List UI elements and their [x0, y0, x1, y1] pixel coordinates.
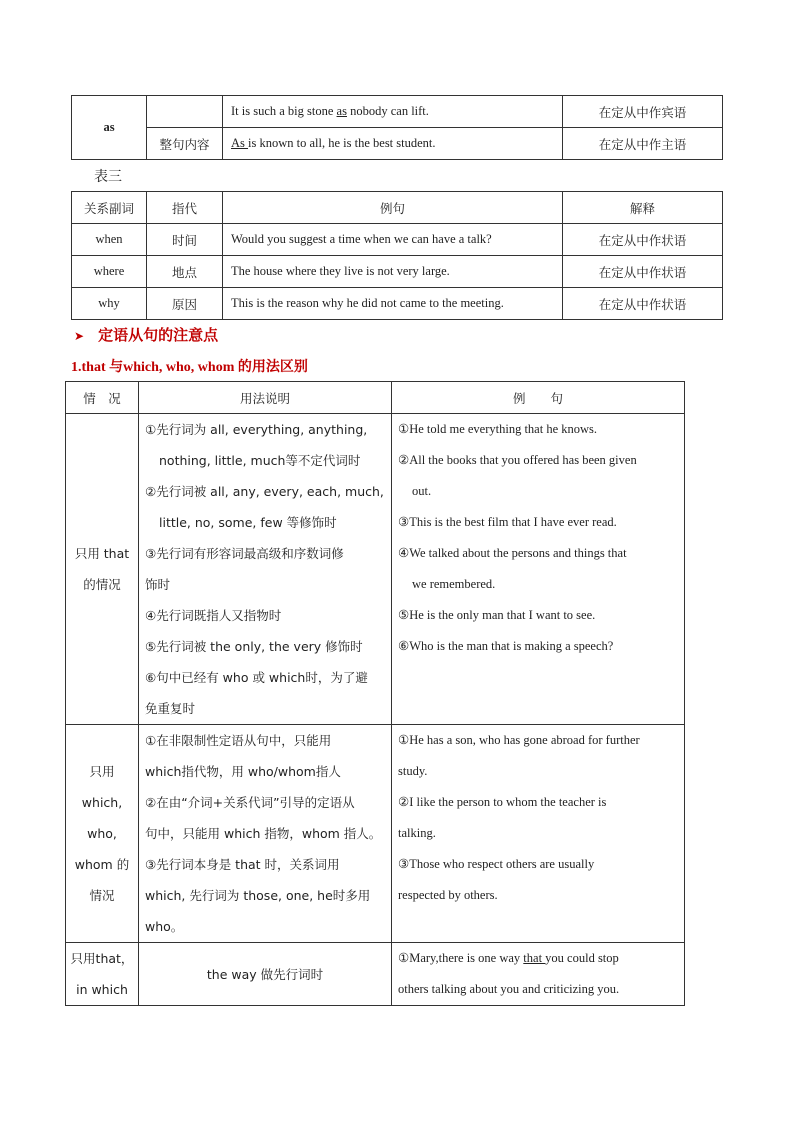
- table-row: [72, 96, 723, 128]
- example-cell: As is known to all, he is the best student.: [223, 128, 563, 160]
- relative-adverb-table: [71, 191, 723, 320]
- refers-cell: 时间: [147, 224, 223, 256]
- subsection-heading: 1.that 与which, who, whom 的用法区别: [71, 360, 308, 375]
- usage-cell: ①在非限制性定语从句中，只能用 which指代物，用 who/whom指人 ②在由“介词+关系代词”引导的定语从 句中，只能用 which 指物，whom 指人。 ③先行词本身是 that 时，关系词用 which, 先行词为 those, one, he时多用 who。: [139, 725, 392, 943]
- explain-cell: 在定从中作宾语: [563, 96, 723, 128]
- header-cell: 关系副词: [72, 192, 147, 224]
- header-cell: 解释: [563, 192, 723, 224]
- table-header-row: [72, 192, 723, 224]
- table-row: [66, 943, 685, 1006]
- refers-cell: 整句内容: [147, 128, 223, 160]
- table-caption: 表三: [94, 169, 122, 185]
- table-row: [72, 128, 723, 160]
- usage-comparison-table: [65, 381, 685, 1006]
- example-cell: This is the reason why he did not came to the meeting.: [223, 288, 563, 320]
- example-cell: The house where they live is not very large.: [223, 256, 563, 288]
- explain-cell: 在定从中作状语: [563, 288, 723, 320]
- case-cell: 只用 that 的情况: [66, 414, 139, 725]
- header-cell: 用法说明: [139, 382, 392, 414]
- blank-cell: [147, 96, 223, 128]
- usage-cell: ①先行词为 all, everything, anything, nothing, little, much等不定代词时 ②先行词被 all, any, every, each, much, little, no, some, few 等修饰时 ③先行词有形容词最高级和序数词修 饰时 ④先行词既指人又指物时 ⑤先行词被 the only, the very 修饰时 ⑥句中已经有 who 或 which时，为了避 免重复时: [139, 414, 392, 725]
- usage-cell: the way 做先行词时: [139, 943, 392, 1006]
- examples-cell: ①He has a son, who has gone abroad for further study. ②I like the person to whom the teacher is talking. ③Those who respect others are usually respected by others.: [392, 725, 685, 943]
- refers-cell: 原因: [147, 288, 223, 320]
- example-cell: It is such a big stone as nobody can lift.: [223, 96, 563, 128]
- section-heading: ➤ 定语从句的注意点: [74, 326, 219, 344]
- explain-cell: 在定从中作主语: [563, 128, 723, 160]
- table-row: [66, 414, 685, 725]
- table-row: [66, 725, 685, 943]
- case-cell: 只用that， in which: [66, 943, 139, 1006]
- header-cell: 例 句: [392, 382, 685, 414]
- examples-cell: ①Mary,there is one way that you could stop others talking about you and criticizing you.: [392, 943, 685, 1006]
- examples-cell: ①He told me everything that he knows. ②All the books that you offered has been given out. ③This is the best film that I have ever read. ④We talked about the persons and things that we remembered. ⑤He is the only man that I want to see. ⑥Who is the man that is making a speech?: [392, 414, 685, 725]
- explain-cell: 在定从中作状语: [563, 256, 723, 288]
- adverb-cell: why: [72, 288, 147, 320]
- adverb-cell: where: [72, 256, 147, 288]
- table-row: [72, 224, 723, 256]
- refers-cell: 地点: [147, 256, 223, 288]
- relative-pronoun-as-table: [71, 95, 723, 160]
- explain-cell: 在定从中作状语: [563, 224, 723, 256]
- header-cell: 情 况: [66, 382, 139, 414]
- table-header-row: [66, 382, 685, 414]
- adverb-cell: when: [72, 224, 147, 256]
- as-cell: as: [72, 96, 147, 160]
- arrow-bullet-icon: ➤: [74, 329, 85, 343]
- table-row: [72, 256, 723, 288]
- case-cell: 只用 which, who, whom 的 情况: [66, 725, 139, 943]
- header-cell: 指代: [147, 192, 223, 224]
- header-cell: 例句: [223, 192, 563, 224]
- example-cell: Would you suggest a time when we can have a talk?: [223, 224, 563, 256]
- table-row: [72, 288, 723, 320]
